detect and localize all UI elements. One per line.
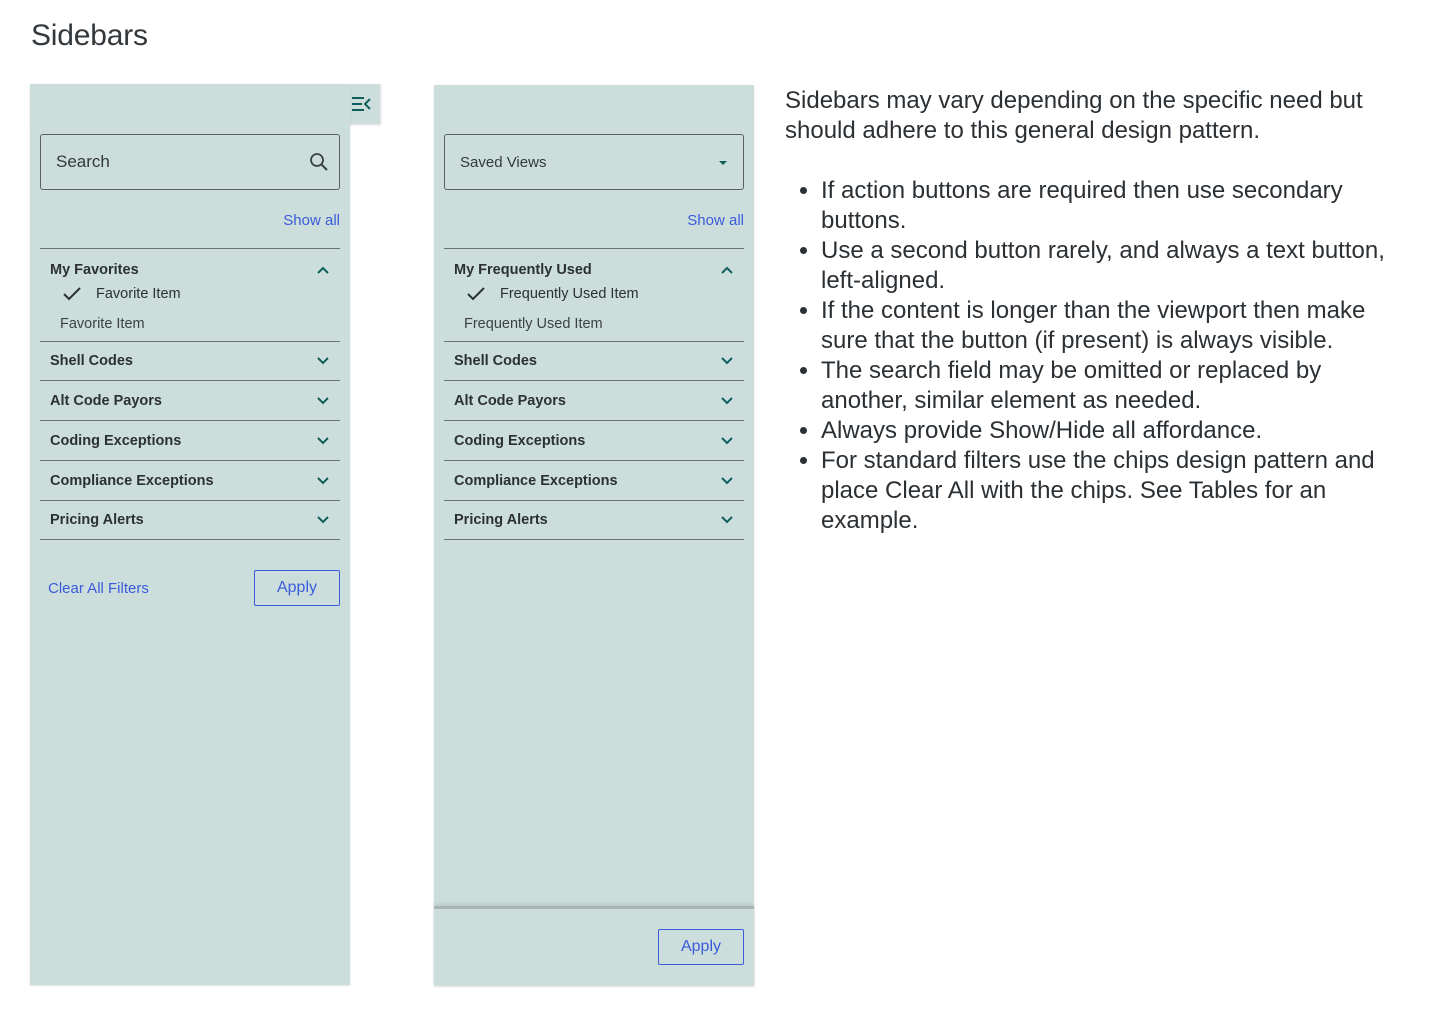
guideline-item: • Use a second button rarely, and always a text button, left-aligned. — [821, 236, 1385, 296]
frequently-used-item[interactable]: Frequently Used Item — [464, 316, 603, 332]
chevron-down-icon[interactable] — [720, 356, 734, 366]
section-compliance-exceptions[interactable] — [40, 460, 340, 500]
favorite-item-checked[interactable] — [62, 286, 181, 302]
section-alt-code-payors[interactable] — [40, 380, 340, 420]
section-title: Pricing Alerts — [50, 512, 144, 528]
guideline-item: • For standard filters use the chips design pattern and place Clear All with the chips. See Tables for an example. — [821, 446, 1385, 536]
favorite-item[interactable]: Favorite Item — [60, 316, 145, 332]
section-alt-code-payors[interactable] — [444, 380, 744, 420]
page-title: Sidebars — [31, 19, 148, 52]
sidebar-search-variant — [30, 84, 350, 985]
section-title: Shell Codes — [50, 353, 133, 369]
checkmark-icon — [466, 286, 486, 302]
item-label: Frequently Used Item — [500, 286, 639, 302]
guideline-item: • If the content is longer than the viewport then make sure that the button (if present) is always visible. — [821, 296, 1385, 356]
section-pricing-alerts[interactable] — [40, 500, 340, 540]
section-coding-exceptions[interactable] — [40, 420, 340, 460]
chevron-down-icon[interactable] — [316, 515, 330, 525]
guidelines-list — [785, 176, 1385, 536]
apply-button[interactable]: Apply — [254, 570, 340, 606]
guideline-item: • Always provide Show/Hide all affordance. — [821, 416, 1385, 446]
dropdown-caret-icon — [717, 156, 729, 168]
chevron-up-icon[interactable] — [720, 265, 734, 275]
frequently-used-item-checked[interactable] — [466, 286, 639, 302]
saved-views-select[interactable] — [444, 134, 744, 190]
show-all-link[interactable]: Show all — [283, 212, 340, 229]
section-shell-codes[interactable] — [40, 341, 340, 380]
section-header-my-favorites[interactable] — [40, 262, 340, 278]
section-title: Alt Code Payors — [454, 392, 566, 409]
section-title: Compliance Exceptions — [454, 472, 618, 489]
clear-all-filters-button[interactable]: Clear All Filters — [48, 580, 149, 597]
filter-sections — [40, 248, 340, 540]
chevron-down-icon[interactable] — [720, 515, 734, 525]
section-coding-exceptions[interactable] — [444, 420, 744, 460]
chevron-down-icon[interactable] — [720, 436, 734, 446]
section-pricing-alerts[interactable] — [444, 500, 744, 540]
guideline-item: • If action buttons are required then use secondary buttons. — [821, 176, 1385, 236]
item-label: Favorite Item — [96, 286, 181, 302]
sidebar-saved-views-variant — [434, 85, 754, 986]
chevron-down-icon[interactable] — [316, 356, 330, 366]
search-icon[interactable] — [309, 152, 329, 172]
apply-button[interactable]: Apply — [658, 929, 744, 965]
select-value: Saved Views — [460, 153, 547, 171]
chevron-down-icon[interactable] — [316, 396, 330, 406]
section-title: Pricing Alerts — [454, 512, 548, 528]
section-title: Compliance Exceptions — [50, 472, 214, 489]
filter-sections — [444, 248, 744, 540]
guidelines-text — [785, 86, 1385, 536]
section-shell-codes[interactable] — [444, 341, 744, 380]
guideline-item: • The search field may be omitted or replaced by another, similar element as needed. — [821, 356, 1385, 416]
chevron-down-icon[interactable] — [316, 436, 330, 446]
section-my-frequently-used — [444, 248, 744, 341]
section-title: Coding Exceptions — [454, 432, 586, 449]
section-title: Shell Codes — [454, 353, 537, 369]
section-compliance-exceptions[interactable] — [444, 460, 744, 500]
section-title: Alt Code Payors — [50, 392, 162, 409]
section-my-favorites — [40, 248, 340, 341]
show-all-link[interactable]: Show all — [687, 212, 744, 229]
section-title: My Frequently Used — [454, 262, 592, 278]
chevron-down-icon[interactable] — [720, 396, 734, 406]
guidelines-intro: Sidebars may vary depending on the specific need but should adhere to this general design pattern. — [785, 87, 1363, 144]
chevron-down-icon[interactable] — [720, 476, 734, 486]
sticky-footer — [434, 906, 754, 986]
section-title: Coding Exceptions — [50, 432, 182, 449]
section-title: My Favorites — [50, 262, 139, 278]
search-input[interactable] — [56, 152, 276, 172]
search-field[interactable] — [40, 134, 340, 190]
checkmark-icon — [62, 286, 82, 302]
section-header-my-frequently-used[interactable] — [444, 262, 744, 278]
chevron-up-icon[interactable] — [316, 265, 330, 275]
chevron-down-icon[interactable] — [316, 476, 330, 486]
collapse-sidebar-icon[interactable] — [350, 94, 372, 114]
